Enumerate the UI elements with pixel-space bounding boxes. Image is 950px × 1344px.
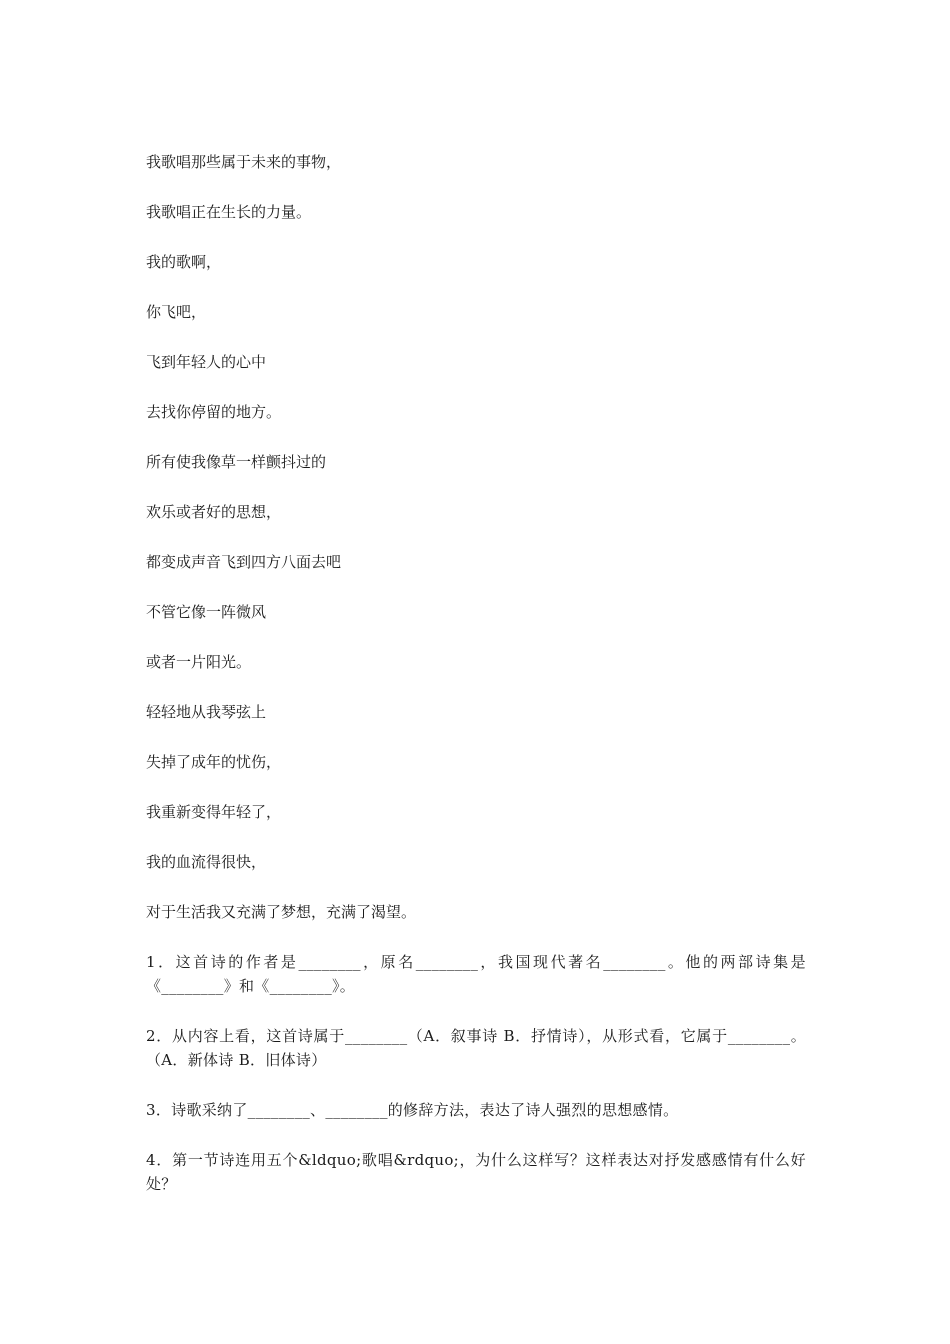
poem-line: 我的歌啊， — [146, 253, 222, 271]
poem-line: 我重新变得年轻了， — [146, 803, 282, 821]
poem-line: 欢乐或者好的思想， — [146, 503, 282, 521]
question-2: 2．从内容上看，这首诗属于________（A．叙事诗 B．抒情诗），从形式看，它属于________。（A．新体诗 B．旧体诗） — [146, 1027, 806, 1069]
poem-line: 所有使我像草一样颤抖过的 — [146, 453, 327, 471]
document-page — [146, 150, 806, 1222]
poem-line: 失掉了成年的忧伤， — [146, 753, 282, 771]
question-1: 1．这首诗的作者是________，原名________，我国现代著名________。他的两部诗集是《________》和《________》。 — [146, 953, 806, 995]
poem-line: 对于生活我又充满了梦想，充满了渴望。 — [146, 903, 417, 921]
poem-line: 不管它像一阵微风 — [146, 603, 267, 621]
poem-line: 我歌唱那些属于未来的事物， — [146, 153, 342, 171]
poem-line: 或者一片阳光。 — [146, 653, 252, 671]
poem-line: 轻轻地从我琴弦上 — [146, 703, 267, 721]
poem-line: 我歌唱正在生长的力量。 — [146, 203, 312, 221]
question-3: 3．诗歌采纳了________、________的修辞方法，表达了诗人强烈的思想感情。 — [146, 1101, 679, 1119]
poem-line: 去找你停留的地方。 — [146, 403, 282, 421]
poem — [146, 150, 806, 924]
poem-line: 我的血流得很快， — [146, 853, 267, 871]
question-4: 4．第一节诗连用五个&ldquo;歌唱&rdquo;，为什么这样写？这样表达对抒发感感情有什么好处？ — [146, 1151, 806, 1193]
poem-line: 飞到年轻人的心中 — [146, 353, 267, 371]
poem-line: 都变成声音飞到四方八面去吧 — [146, 553, 342, 571]
questions — [146, 950, 806, 1196]
poem-line: 你飞吧， — [146, 303, 207, 321]
